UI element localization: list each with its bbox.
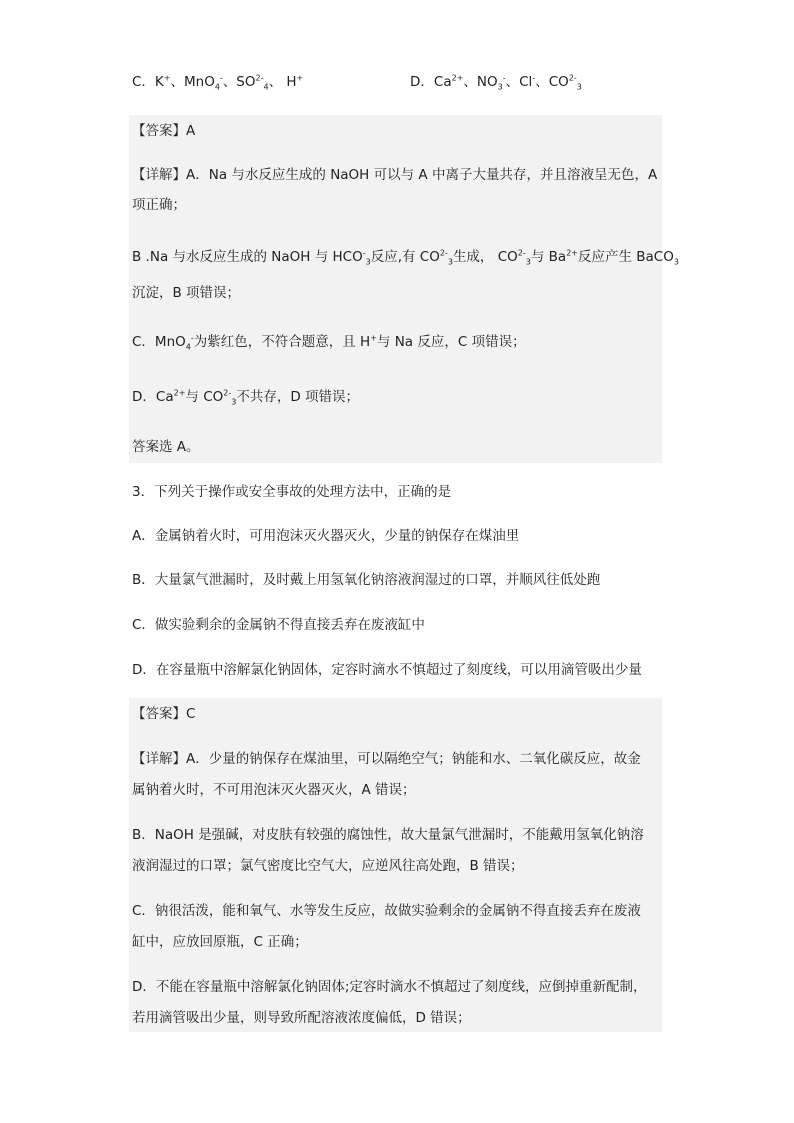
q3-detail-line: 属钠着火时，不可用泡沫灭火器灭火，A 错误； (132, 782, 416, 798)
q3-answer: 【答案】C (132, 706, 196, 722)
q3-stem: 3．下列关于操作或安全事故的处理方法中，正确的是 (132, 484, 452, 500)
q2-option-c: C．K+、MnO$_4$-、$SO^{2-}_4$、 H+ (132, 73, 304, 92)
q2-detail-line: 沉淀，B 项错误； (132, 285, 241, 301)
q3-detail-line: 液润湿过的口罩；氯气密度比空气大，应逆风往高处跑，B 错误； (132, 858, 524, 874)
q2-option-d: D．$Ca^{2+}$、$NO_3^-$、Cl-、$CO^{2-}_3$ (410, 73, 582, 92)
q2-detail-d: D．$Ca^{2+}$与 $CO^{2-}_3$不共存，D 项错误； (132, 388, 360, 407)
q3-option-d: D．在容量瓶中溶解氯化钠固体，定容时滴水不慎超过了刻度线，可以用滴管吸出少量 (132, 662, 642, 678)
q2-detail-b: B .Na 与水反应生成的 NaOH 与 $HCO^-_3$反应,有 $CO^{2-}_3$生成， $CO^{2-}_3$与 $Ba^{2+}$反应产生 BaCO$_3$ (132, 248, 679, 267)
q2-detail-line: 【详解】A．Na 与水反应生成的 NaOH 可以与 A 中离子大量共存，并且溶液呈无色，A (132, 167, 658, 183)
q3-detail-line: C．钠很活泼，能和氧气、水等发生反应，故做实验剩余的金属钠不得直接丢弃在废液 (132, 903, 641, 919)
q3-option-b: B．大量氯气泄漏时，及时戴上用氢氧化钠溶液润湿过的口罩，并顺风往低处跑 (132, 572, 601, 588)
q3-option-c: C．做实验剩余的金属钠不得直接丢弃在废液缸中 (132, 617, 425, 633)
q2-detail-line: 答案选 A。 (132, 439, 200, 455)
q3-option-a: A．金属钠着火时，可用泡沫灭火器灭火，少量的钠保存在煤油里 (132, 528, 520, 544)
q3-detail-line: 若用滴管吸出少量，则导致所配溶液浓度偏低，D 错误； (132, 1010, 471, 1026)
q2-detail-line: 项正确； (132, 197, 186, 213)
q3-detail-line: D．不能在容量瓶中溶解氯化钠固体;定容时滴水不慎超过了刻度线，应倒掉重新配制， (132, 979, 647, 995)
q2-detail-c: C．MnO$_4$-为紫红色，不符合题意，且 H+与 Na 反应，C 项错误； (132, 333, 526, 352)
q2-answer: 【答案】A (132, 123, 196, 139)
q3-detail-line: B．NaOH 是强碱，对皮肤有较强的腐蚀性，故大量氯气泄漏时，不能戴用氢氧化钠溶 (132, 827, 644, 843)
q3-detail-line: 【详解】A．少量的钠保存在煤油里，可以隔绝空气；钠能和水、二氧化碳反应，故金 (132, 751, 641, 767)
q3-detail-line: 缸中，应放回原瓶，C 正确； (132, 934, 308, 950)
